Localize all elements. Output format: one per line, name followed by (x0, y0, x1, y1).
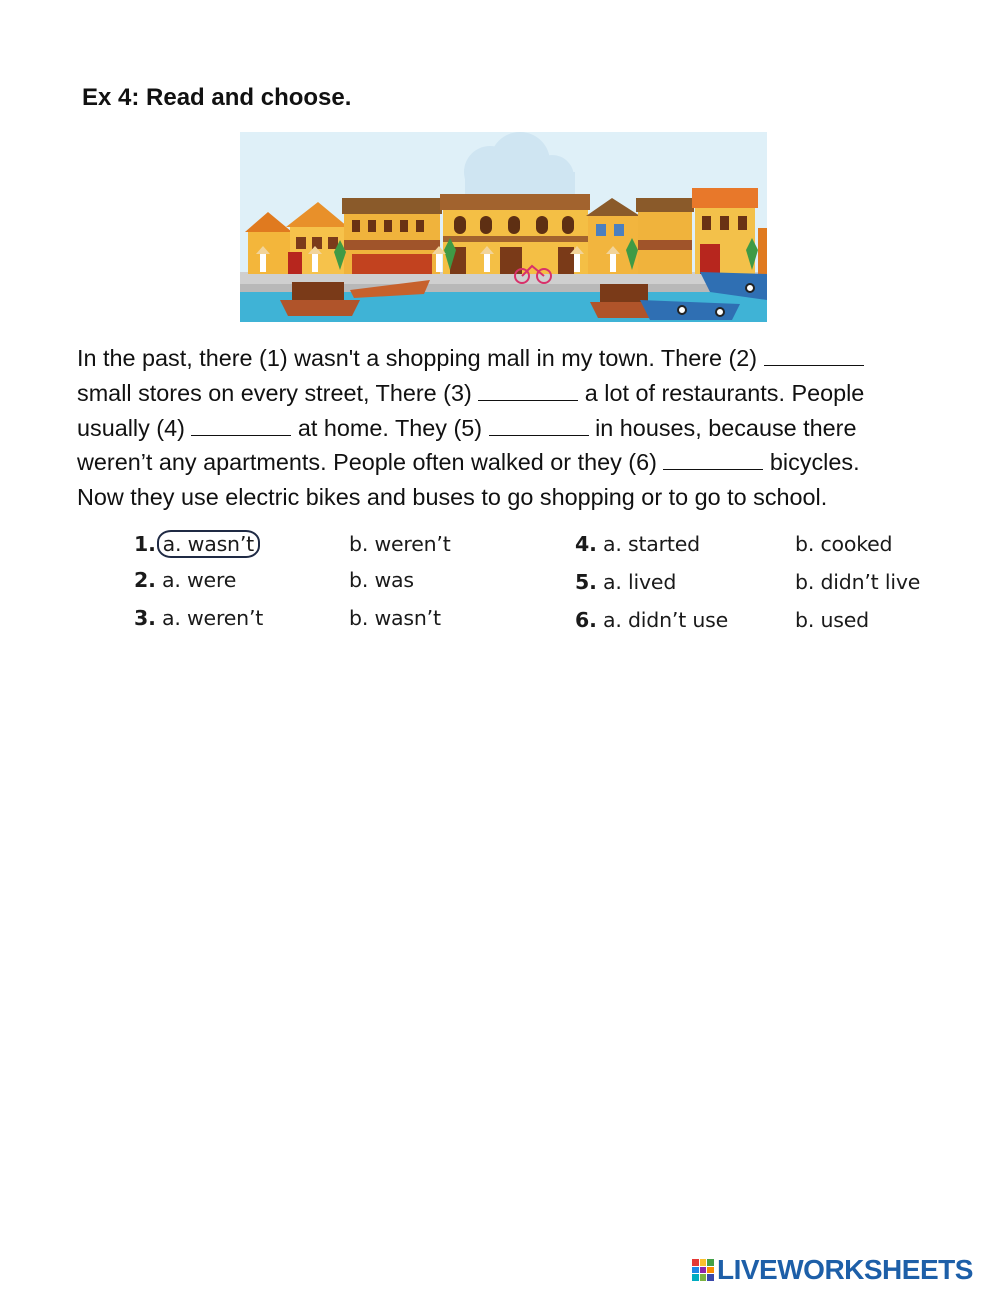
passage-text: small stores on every street, There (3) (77, 379, 479, 406)
blank-6[interactable] (663, 449, 763, 470)
question-1-option-a[interactable] (134, 530, 260, 558)
question-3-option-b[interactable]: b. wasn’t (349, 606, 441, 630)
question-2-option-b[interactable]: b. was (349, 568, 414, 592)
question-3-number: 3. (134, 606, 156, 630)
passage-text: at home. They (5) (291, 414, 489, 441)
blank-2[interactable] (764, 345, 864, 366)
passage-text: a lot of restaurants. People (578, 379, 865, 406)
passage-line-1 (77, 341, 967, 376)
question-1-option-b[interactable]: b. weren’t (349, 532, 451, 556)
passage-text: bicycles. (763, 449, 860, 476)
question-1-number: 1. (134, 532, 156, 556)
question-5-option-a[interactable] (575, 570, 676, 594)
passage-line-4 (77, 445, 967, 480)
reading-passage (77, 341, 967, 515)
question-2-number: 2. (134, 568, 156, 592)
logo-grid-icon (692, 1259, 714, 1281)
blank-3[interactable] (478, 380, 578, 401)
brand-name: LIVEWORKSHEETS (717, 1254, 973, 1285)
passage-text: in houses, because there (588, 414, 857, 441)
option-label: a. lived (602, 570, 677, 594)
passage-text: usually (4) (77, 414, 192, 441)
question-2-option-a[interactable] (134, 568, 236, 592)
liveworksheets-logo (692, 1254, 992, 1286)
exercise-title: Ex 4: Read and choose. (82, 84, 352, 111)
question-5-option-b[interactable]: b. didn’t live (795, 570, 921, 594)
option-label: a. weren’t (161, 606, 264, 630)
blank-4[interactable] (191, 415, 291, 436)
option-label: a. didn’t use (602, 608, 729, 632)
question-3-option-a[interactable] (134, 606, 263, 630)
question-5-number: 5. (575, 570, 597, 594)
passage-line-3 (77, 411, 967, 446)
question-6-option-a[interactable] (575, 608, 728, 632)
option-label: a. started (602, 532, 700, 556)
question-4-option-a[interactable] (575, 532, 700, 556)
passage-line-5: Now they use electric bikes and buses to go shopping or to go to school. (77, 484, 828, 511)
question-4-option-b[interactable]: b. cooked (795, 532, 893, 556)
question-4-number: 4. (575, 532, 597, 556)
option-label: a. were (161, 568, 237, 592)
question-6-number: 6. (575, 608, 597, 632)
town-illustration (240, 132, 767, 322)
passage-line-2 (77, 376, 967, 411)
selected-answer[interactable]: a. wasn’t (157, 530, 260, 558)
passage-text: weren’t any apartments. People often walked or they (6) (77, 449, 664, 476)
question-6-option-b[interactable]: b. used (795, 608, 869, 632)
passage-text: In the past, there (1) wasn't a shopping mall in my town. There (2) (77, 345, 764, 371)
blank-5[interactable] (489, 415, 589, 436)
